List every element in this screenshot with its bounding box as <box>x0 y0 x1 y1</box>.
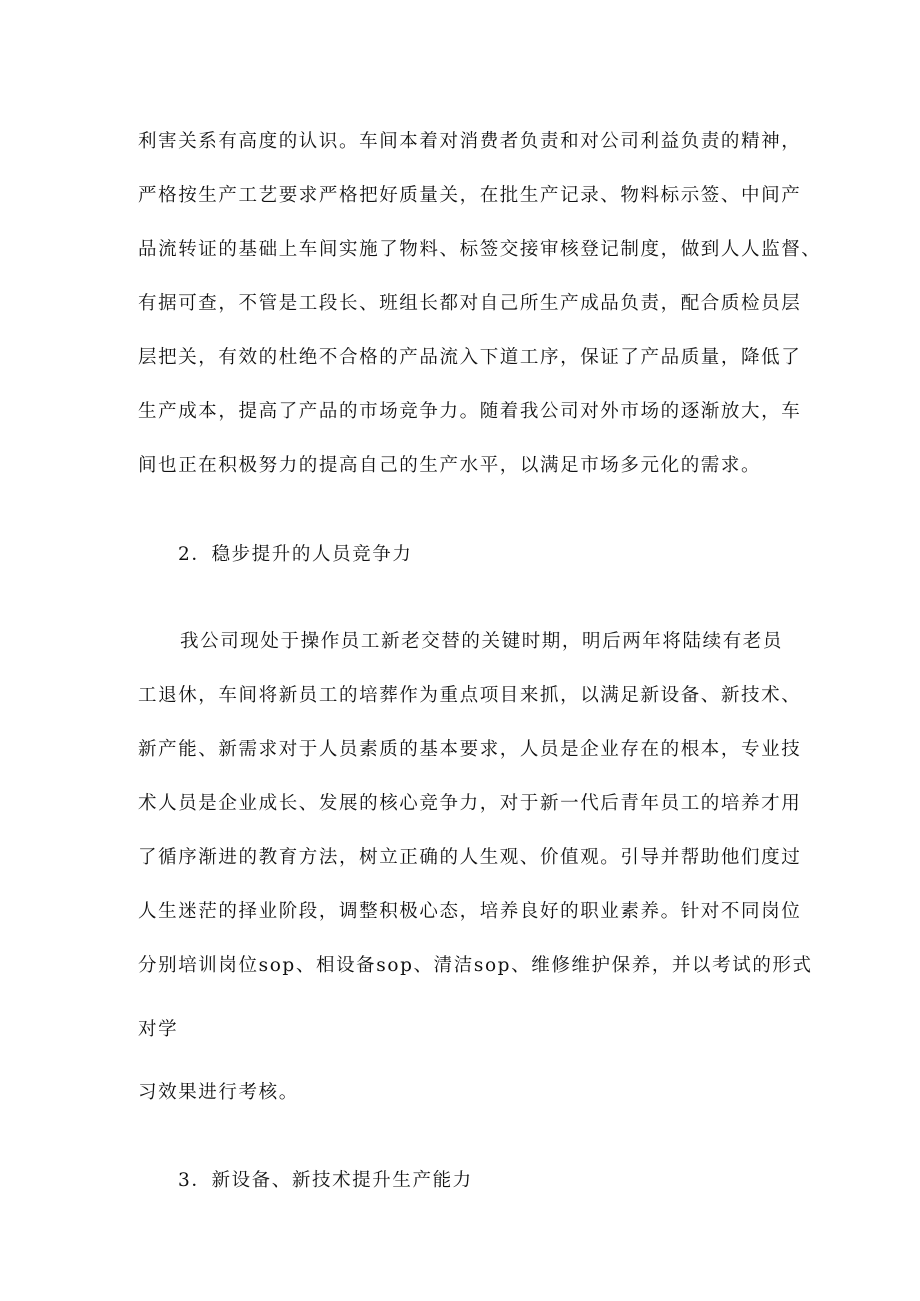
paragraph-2-line-5: 了循序渐进的教育方法，树立正确的人生观、价值观。引导并帮助他们度过 <box>138 847 802 868</box>
paragraph-1-line-6: 生产成本，提高了产品的市场竞争力。随着我公司对外市场的逐渐放大，车 <box>138 401 802 422</box>
paragraph-1-line-5: 层把关，有效的杜绝不合格的产品流入下道工序，保证了产品质量，降低了 <box>138 347 802 368</box>
paragraph-2-line-6: 人生迷茫的择业阶段，调整积极心态，培养良好的职业素养。针对不同岗位 <box>138 901 802 922</box>
section-heading-3: 3．新设备、新技术提升生产能力 <box>178 1170 473 1191</box>
paragraph-2-line-4: 术人员是企业成长、发展的核心竞争力，对于新一代后青年员工的培养才用 <box>138 793 802 814</box>
paragraph-1-line-4: 有据可查，不管是工段长、班组长都对自己所生产成品负责，配合质检员层 <box>138 293 802 314</box>
paragraph-1-line-3: 品流转证的基础上车间实施了物料、标签交接审核登记制度，做到人人监督、 <box>138 239 822 260</box>
paragraph-2-line-2: 工退休，车间将新员工的培葬作为重点项目来抓，以满足新设备、新技术、 <box>138 685 802 706</box>
paragraph-2-line-8: 对学 <box>138 1019 179 1040</box>
paragraph-1-line-2: 严格按生产工艺要求严格把好质量关，在批生产记录、物料标示签、中间产 <box>138 185 802 206</box>
paragraph-2-line-3: 新产能、新需求对于人员素质的基本要求，人员是企业存在的根本，专业技 <box>138 739 802 760</box>
paragraph-2-line-1: 我公司现处于操作员工新老交替的关键时期，明后两年将陆续有老员 <box>180 631 784 652</box>
section-heading-2: 2．稳步提升的人员竞争力 <box>178 544 413 565</box>
paragraph-1-line-7: 间也正在积极努力的提高自己的生产水平，以满足市场多元化的需求。 <box>138 455 762 476</box>
paragraph-2-line-9: 习效果进行考核。 <box>138 1082 299 1103</box>
paragraph-2-line-7: 分别培训岗位sop、相设备sop、清洁sop、维修维护保养，并以考试的形式 <box>138 955 813 976</box>
paragraph-1-line-1: 利害关系有高度的认识。车间本着对消费者负责和对公司利益负责的精神， <box>138 131 802 152</box>
